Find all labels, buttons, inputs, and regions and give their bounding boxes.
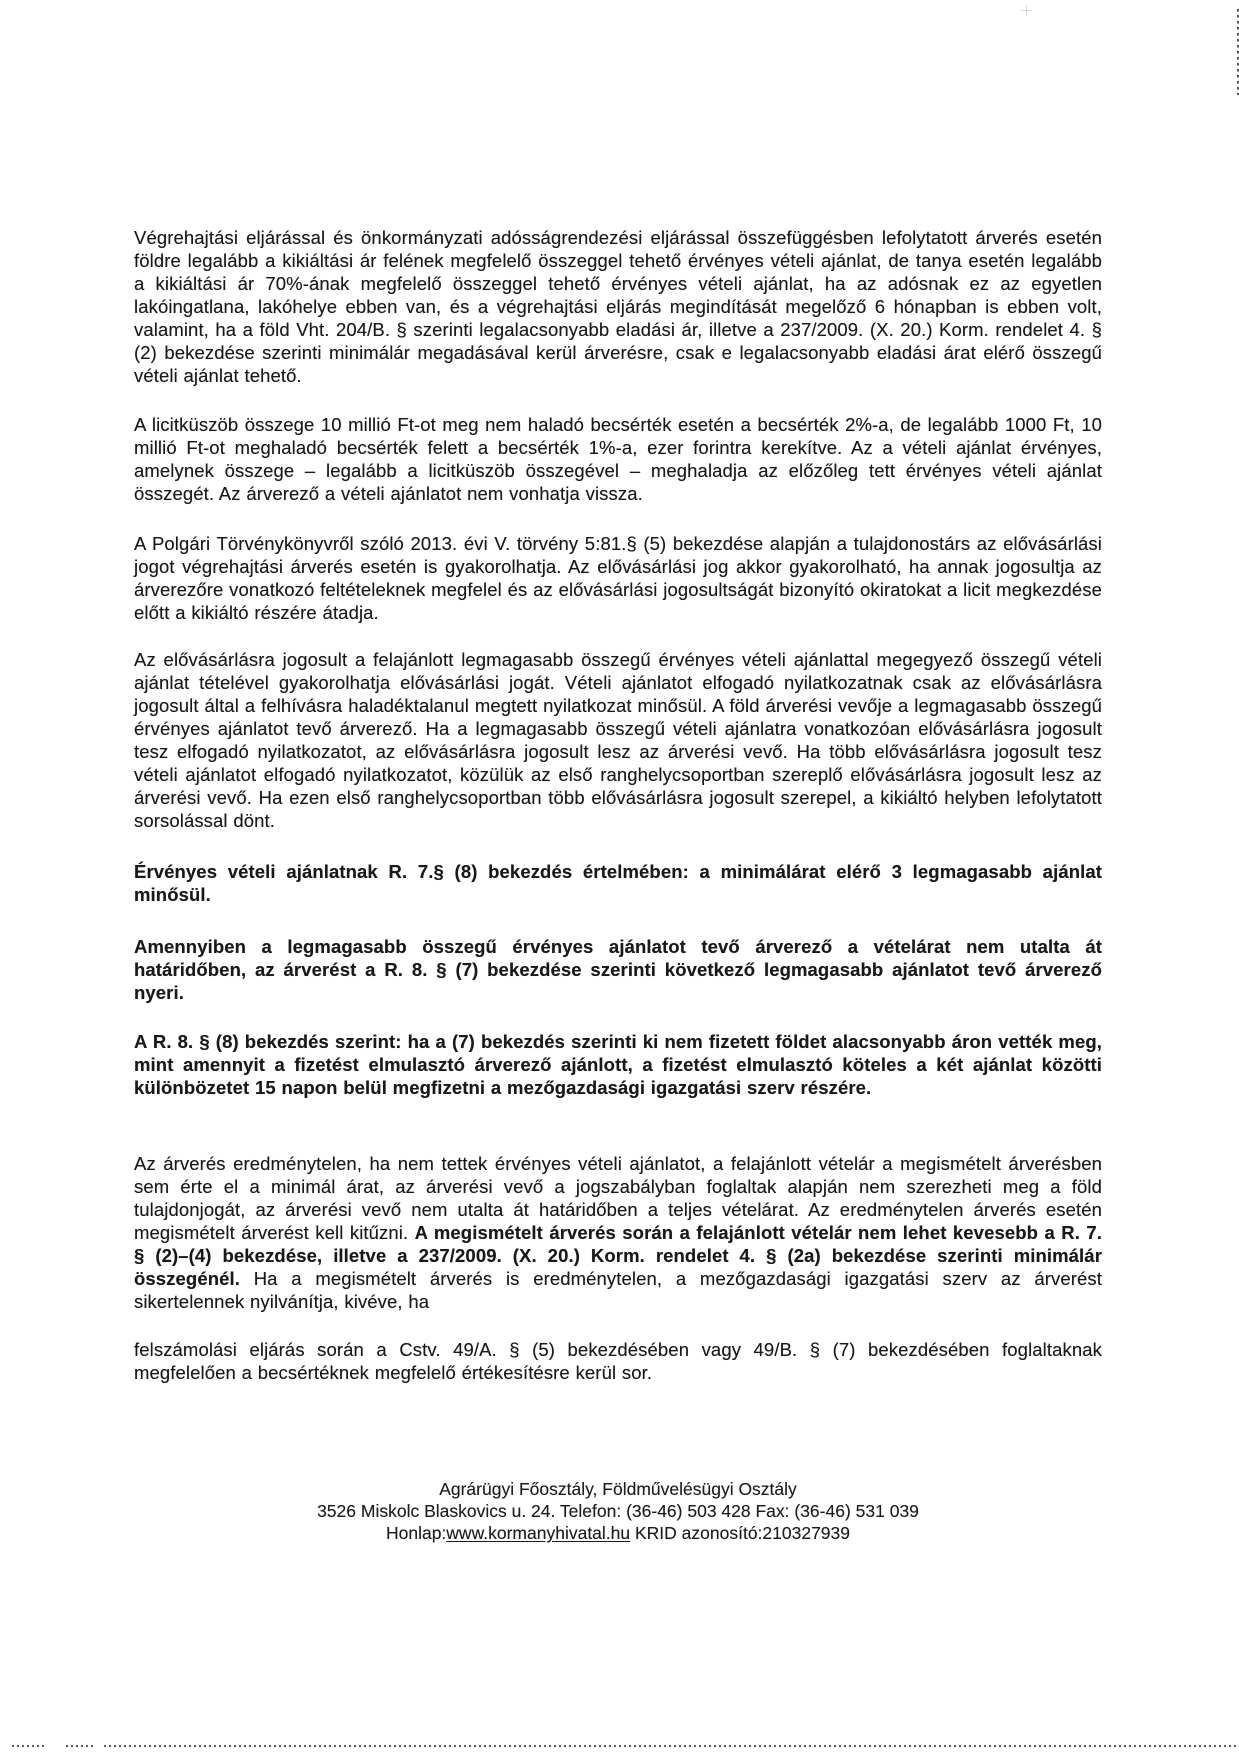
scan-bottom-dotted-line bbox=[66, 1745, 96, 1747]
footer-address-line: 3526 Miskolc Blaskovics u. 24. Telefon: (36-46) 503 428 Fax: (36-46) 531 039 bbox=[317, 1501, 919, 1521]
letter-footer bbox=[134, 1478, 1102, 1544]
body-paragraph-preemption-procedure: Az elővásárlásra jogosult a felajánlott legmagasabb összegű érvényes vételi ajánlattal megegyező összegű vételi ajánlat tételével gyakorolhatja elővásárlási jogát. Vételi ajánlatot elfogadó nyilatkozatnak csak az elővásárlásra jogosult által a felhívásra haladéktalanul megtett nyilatkozat minősül. A föld árverési vevője a legmagasabb összegű érvényes ajánlatot tevő árverező. Ha a legmagasabb összegű vételi ajánlatra vonatkozóan elővásárlásra jogosult tesz elfogadó nyilatkozatot, az elővásárlásra jogosult lesz az árverési vevő. Ha több elővásárlásra jogosult tesz vételi ajánlatot elfogadó nyilatkozatot, közülük az első ranghelycsoportban szereplő elővásárlásra jogosult lesz az árverési vevő. Ha ezen első ranghelycsoportban több elővásárlásra jogosult szerepel, a kikiáltó helyben lefolytatott sorsolással dönt. bbox=[134, 649, 1102, 831]
body-paragraph-civil-code-preemption: A Polgári Törvénykönyvről szóló 2013. évi V. törvény 5:81.§ (5) bekezdése alapján a tulajdonostárs az elővásárlási jogot végrehajtási árverés esetén is gyakorolhatja. Az elővásárlási jog akkor gyakorolható, ha annak jogosultja az árverezőre vonatkozó feltételeknek megfelel és az elővásárlási jogosultságát bizonyító okiratokat a licit megkezdése előtt a kikiáltó részére átadja. bbox=[134, 533, 1102, 623]
body-paragraph-auction-rules: Végrehajtási eljárással és önkormányzati adósságrendezési eljárással összefüggésben lefolytatott árverés esetén földre legalább a kikiáltási ár felének megfelelő összeggel tehető érvényes vételi ajánlat, de tanya esetén legalább a kikiáltási ár 70%-ának megfelelő összeggel tehető érvényes vételi ajánlat, ha az adósnak ez az egyetlen lakóingatlana, lakóhelye ebben van, és a végrehajtási eljárás megindítását megelőző 6 hónapban is ebben volt, valamint, ha a föld Vht. 204/B. § szerinti legalacsonyabb eladási ár, illetve a 237/2009. (X. 20.) Korm. rendelet 4. § (2) bekezdése szerinti minimálár megadásával kerül árverésre, csak e legalacsonyabb eladási árat elérő összegű vételi ajánlat tehető. bbox=[134, 227, 1102, 386]
body-paragraph-liquidation-exception: felszámolási eljárás során a Cstv. 49/A. § (5) bekezdésében vagy 49/B. § (7) bekezdésében foglaltaknak megfelelően a becsértéknek megfelelő értékesítésre kerül sor. bbox=[134, 1339, 1102, 1383]
body-paragraph-bid-threshold: A licitküszöb összege 10 millió Ft-ot meg nem haladó becsérték esetén a becsérték 2%-a, de legalább 1000 Ft, 10 millió Ft-ot meghaladó becsérték felett a becsérték 1%-a, ezer forintra kerekítve. Az a vételi ajánlat érvényes, amelynek összege – legalább a licitküszöb összegével – meghaladja az előzőleg tett érvényes vételi ajánlat összegét. Az árverező a vételi ajánlatot nem vonhatja vissza. bbox=[134, 414, 1102, 504]
body-paragraph-valid-offer-rule: Érvényes vételi ajánlatnak R. 7.§ (8) bekezdés értelmében: a minimálárat elérő 3 legmagasabb ajánlat minősül. bbox=[134, 861, 1102, 905]
body-paragraph-missed-payment-rule: Amennyiben a legmagasabb összegű érvényes ajánlatot tevő árverező a vételárat nem utalta át határidőben, az árverést a R. 8. § (7) bekezdése szerinti következő legmagasabb ajánlatot tevő árverező nyeri. bbox=[134, 936, 1102, 1003]
scan-registration-cross-mark bbox=[1021, 5, 1032, 16]
footer-department-line: Agrárügyi Főosztály, Földművelésügyi Osztály bbox=[439, 1479, 797, 1499]
footer-krid-id: KRID azonosító:210327939 bbox=[630, 1523, 851, 1543]
scan-bottom-dotted-line bbox=[104, 1745, 1239, 1747]
scan-bottom-dotted-line bbox=[12, 1745, 47, 1747]
body-paragraph-unsuccessful-auction bbox=[134, 1152, 1102, 1313]
paragraph-segment-normal: Ha a megismételt árverés is eredménytelen, a mezőgazdasági igazgatási szerv az árverést sikertelennek nyilvánítja, kivéve, ha bbox=[134, 1268, 1102, 1312]
body-paragraph-price-difference-rule: A R. 8. § (8) bekezdés szerint: ha a (7) bekezdés szerinti ki nem fizetett földet alacsonyabb áron vették meg, mint amennyit a fizetést elmulasztó árverező ajánlott, a fizetést elmulasztó köteles a két ajánlat közötti különbözetet 15 napon belül megfizetni a mezőgazdasági igazgatási szerv részére. bbox=[134, 1031, 1102, 1098]
footer-web-line bbox=[134, 1522, 1102, 1544]
footer-website-link: www.kormanyhivatal.hu bbox=[446, 1523, 631, 1543]
paragraph-segment-normal: Az árverés eredménytelen, ha nem tettek érvényes vételi ajánlatot, a felajánlott vételár a megismételt árverésben sem érte el a minimál árat, az árverési vevő a jogszabályban foglaltak alapján nem szerezheti meg a föld tulajdonjogát, az árverési vevő nem utalta át határidőben a teljes vételárat. Az eredménytelen árverés esetén megismételt árverést kell kitűzni. bbox=[134, 1153, 1102, 1243]
footer-web-label: Honlap: bbox=[385, 1523, 447, 1543]
paragraph-segment-bold: A megismételt árverés során a felajánlott vételár nem lehet kevesebb a R. 7. § (2)–(4) bekezdése, illetve a 237/2009. (X. 20.) Korm. rendelet 4. § (2a) bekezdése szerinti minimálár összegénél. bbox=[134, 1222, 1103, 1289]
